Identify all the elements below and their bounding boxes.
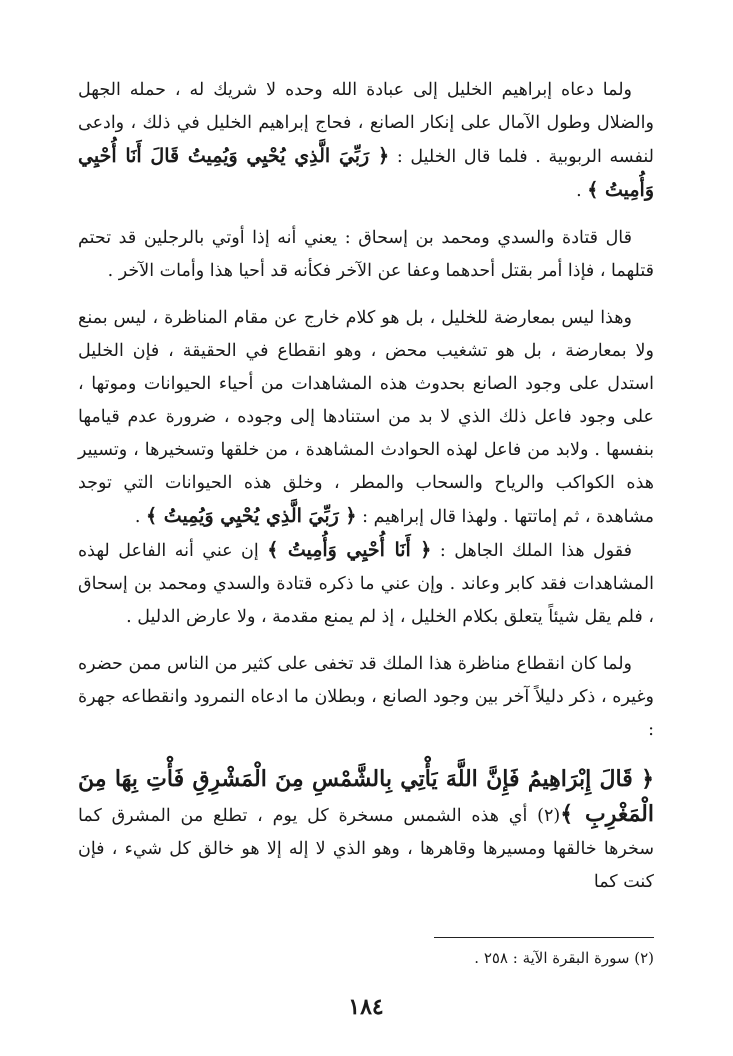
page-number: ١٨٤	[348, 994, 384, 1020]
quran-verse-3: ﴿ أَنَا أُحْيِي وَأُمِيتُ ﴾	[267, 539, 432, 561]
footnote-divider	[434, 937, 654, 938]
main-text	[78, 74, 654, 899]
paragraph-3-text-a: وهذا ليس بمعارضة للخليل ، بل هو كلام خارج عن مقام المناظرة ، ليس بمنع ولا بمعارضة ، بل هو تشغيب محض ، وهو انقطاع في الحقيقة ، فإن الخليل استدل على وجود الصانع بحدوث هذه المشاهدات من أحياء الحيوانات وموتها ، على وجود فاعل ذلك الذي لا بد من استنادها إلى وجوده ، ضرورة عدم قيامها بنفسها . ولابد من فاعل لهذه الحوادث المشاهدة ، من خلقها وتسخيرها ، وتسيير هذه الكواكب والرياح والسحاب والمطر ، وخلق هذه الحيوانات التي توجد مشاهدة ، ثم إماتتها . ولهذا قال إبراهيم :	[78, 308, 654, 527]
paragraph-6	[78, 763, 654, 899]
paragraph-1-text-b: .	[576, 181, 588, 201]
paragraph-4	[78, 534, 654, 634]
paragraph-5: ولما كان انقطاع مناظرة هذا الملك قد تخفى على كثير من الناس ممن حضره وغيره ، ذكر دليلاً آخر بين وجود الصانع ، وبطلان ما ادعاه النمرود وانقطاعه جهرة :	[78, 654, 654, 740]
paragraph-1	[78, 74, 654, 208]
quran-verse-2: ﴿ رَبِّيَ الَّذِي يُحْيِي وَيُمِيتُ ﴾	[146, 505, 357, 527]
paragraph-2: قال قتادة والسدي ومحمد بن إسحاق : يعني أنه إذا أوتي بالرجلين قد تحتم قتلهما ، فإذا أمر بقتل أحدهما وعفا عن الآخر فكأنه قد أحيا هذا وأمات الآخر .	[78, 228, 654, 281]
footnote-marker: (٢)	[537, 806, 561, 826]
quran-verse-4: ﴿ قَالَ إِبْرَاهِيمُ فَإِنَّ اللَّهَ يَأْتِي بِالشَّمْسِ مِنَ الْمَشْرِقِ فَأْتِ بِهَا مِنَ الْمَغْرِبِ ﴾	[78, 766, 654, 827]
paragraph-4-text-a: فقول هذا الملك الجاهل :	[431, 541, 632, 561]
book-page	[78, 74, 654, 1034]
paragraph-4-text-b: إن عني أنه الفاعل لهذه المشاهدات فقد كابر وعاند . وإن عني ما ذكره قتادة والسدي ومحمد بن إسحاق ، فلم يقل شيئاً يتعلق بكلام الخليل ، إذ لم يمنع مقدمة ، ولا عارض الدليل .	[78, 541, 654, 627]
quran-verse-1: ﴿ رَبِّيَ الَّذِي يُحْيِي وَيُمِيتُ قَالَ أَنَا أُحْيِي وَأُمِيتُ ﴾	[78, 145, 654, 201]
paragraph-6-text: أي هذه الشمس مسخرة كل يوم ، تطلع من المشرق كما سخرها خالقها ومسيرها وقاهرها ، وهو الذي لا إله إلا هو خالق كل شيء ، فإن كنت كما	[78, 806, 654, 892]
paragraph-3-text-b: .	[134, 507, 147, 527]
paragraph-3	[78, 302, 654, 534]
footnote: (٢) سورة البقرة الآية : ٢٥٨ .	[474, 949, 654, 967]
paragraph-1-text-a: ولما دعاه إبراهيم الخليل إلى عبادة الله وحده لا شريك له ، حمله الجهل والضلال وطول الآمال على إنكار الصانع ، فحاج إبراهيم الخليل في ذلك ، وادعى لنفسه الربوبية . فلما قال الخليل :	[78, 80, 654, 167]
